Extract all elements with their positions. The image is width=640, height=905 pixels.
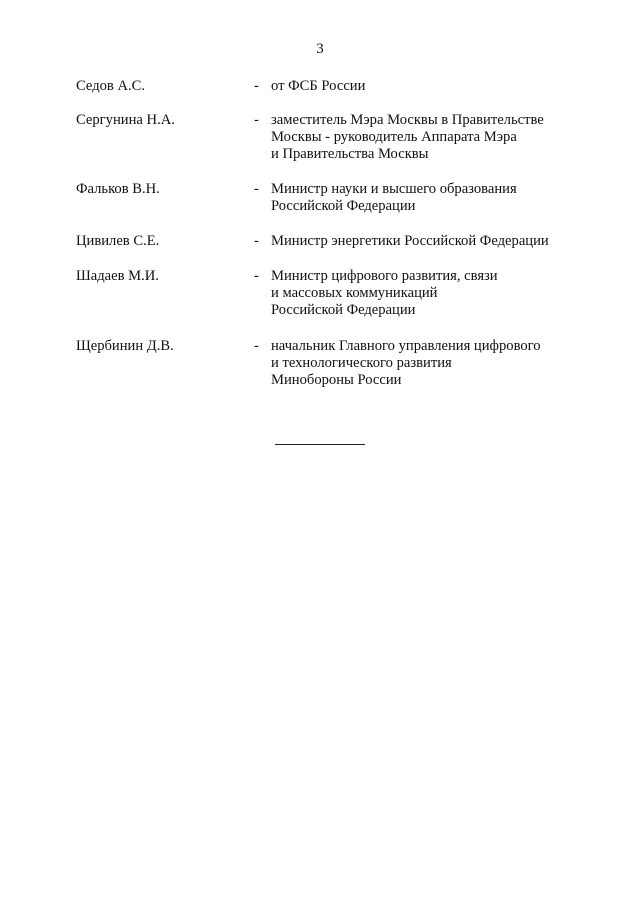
person-role [271, 78, 571, 95]
separator-dash: - [254, 233, 259, 249]
person-role [271, 181, 571, 215]
separator-dash: - [254, 268, 259, 284]
person-role [271, 338, 571, 389]
separator-dash: - [254, 78, 259, 94]
end-of-list-rule [275, 444, 365, 445]
role-line: и Правительства Москвы [271, 146, 429, 162]
person-name: Щербинин Д.В. [76, 338, 174, 354]
person-name: Сергунина Н.А. [76, 112, 175, 128]
person-role [271, 233, 571, 250]
role-line: Минобороны России [271, 372, 402, 388]
separator-dash: - [254, 112, 259, 128]
person-name: Фальков В.Н. [76, 181, 160, 197]
person-name: Шадаев М.И. [76, 268, 159, 284]
separator-dash: - [254, 181, 259, 197]
role-line: Министр энергетики Российской Федерации [271, 233, 549, 249]
role-line: Российской Федерации [271, 302, 416, 318]
role-line: начальник Главного управления цифрового [271, 338, 541, 354]
role-line: заместитель Мэра Москвы в Правительстве [271, 112, 544, 128]
person-name: Цивилев С.Е. [76, 233, 160, 249]
role-line: и технологического развития [271, 355, 452, 371]
page-number: 3 [316, 41, 324, 57]
role-line: и массовых коммуникаций [271, 285, 438, 301]
person-role [271, 268, 571, 319]
separator-dash: - [254, 338, 259, 354]
person-name: Седов А.С. [76, 78, 146, 94]
person-role [271, 112, 571, 163]
role-line: от ФСБ России [271, 78, 366, 94]
role-line: Москвы - руководитель Аппарата Мэра [271, 129, 517, 145]
role-line: Министр науки и высшего образования [271, 181, 517, 197]
role-line: Российской Федерации [271, 198, 416, 214]
role-line: Министр цифрового развития, связи [271, 268, 498, 284]
